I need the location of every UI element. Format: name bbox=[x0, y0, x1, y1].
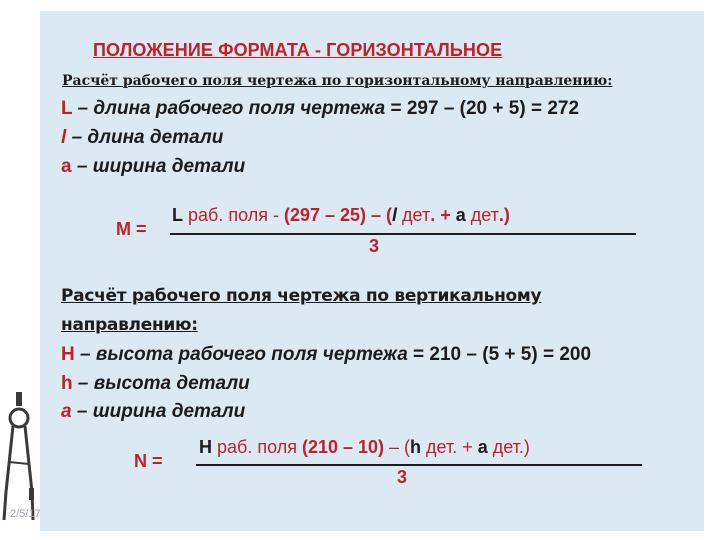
a-symbol-vertical: a bbox=[61, 401, 72, 422]
formula-N-dash: – ( bbox=[384, 437, 411, 457]
L-definition bbox=[61, 98, 579, 120]
formula-M-lhs: М = bbox=[116, 219, 147, 239]
l-description: – длина детали bbox=[71, 127, 224, 148]
h-description: – высота детали bbox=[77, 373, 250, 394]
vertical-heading-colon: : bbox=[191, 315, 198, 335]
l-definition bbox=[61, 127, 223, 149]
formula-N-numerator bbox=[199, 437, 530, 458]
formula-M-expr: (297 – 25) – ( bbox=[283, 205, 393, 225]
a-description-vertical: – ширина детали bbox=[76, 401, 246, 422]
formula-N-det2: дет.) bbox=[487, 437, 530, 457]
formula-M-close: .) bbox=[498, 205, 510, 225]
a-definition-vertical bbox=[61, 401, 245, 423]
formula-N-lhs: N = bbox=[134, 451, 163, 471]
l-symbol: l bbox=[61, 127, 67, 148]
h-definition bbox=[61, 373, 250, 395]
formula-N-h: h bbox=[410, 437, 422, 457]
L-description: – длина рабочего поля чертежа bbox=[77, 98, 386, 119]
vertical-heading-word: направлению bbox=[61, 315, 192, 335]
a-definition-horizontal bbox=[61, 156, 245, 178]
a-symbol: a bbox=[61, 156, 72, 177]
formula-N-fraction-bar bbox=[196, 464, 642, 466]
H-description: – высота рабочего поля чертежа bbox=[80, 344, 408, 365]
formula-M-plus: . + bbox=[430, 205, 456, 225]
footer-date: 2/5/17 bbox=[10, 508, 41, 520]
drawing-compass-icon bbox=[2, 392, 38, 522]
H-calculation: = 210 – (5 + 5) = 200 bbox=[407, 344, 592, 365]
L-calculation: = 297 – (20 + 5) = 272 bbox=[385, 98, 580, 119]
vertical-heading-line2 bbox=[61, 315, 198, 335]
horizontal-heading: Расчёт рабочего поля чертежа по горизонтальному направлению: bbox=[62, 73, 613, 89]
formula-M-fraction-bar bbox=[170, 233, 636, 235]
a-description: – ширина детали bbox=[76, 156, 246, 177]
H-symbol: H bbox=[61, 344, 75, 365]
formula-N-a: а bbox=[477, 437, 488, 457]
formula-N-expr: (210 – 10) bbox=[301, 437, 385, 457]
H-definition bbox=[61, 344, 591, 366]
formula-N-H: H bbox=[199, 437, 212, 457]
page-title: ПОЛОЖЕНИЕ ФОРМАТА - ГОРИЗОНТАЛЬНОЕ bbox=[93, 40, 503, 60]
formula-N-denominator: 3 bbox=[397, 467, 408, 487]
formula-M-det1: дет bbox=[397, 205, 431, 225]
formula-M-l: l bbox=[392, 205, 398, 225]
formula-M-det2: дет bbox=[465, 205, 499, 225]
formula-M-L: L bbox=[172, 205, 183, 225]
formula-N-det1: дет. + bbox=[421, 437, 478, 457]
formula-M-denominator: 3 bbox=[369, 236, 380, 256]
vertical-heading-line1: Расчёт рабочего поля чертежа по вертикальному bbox=[61, 286, 542, 306]
formula-N-rab: раб. поля bbox=[212, 437, 302, 457]
formula-M-a: а bbox=[455, 205, 466, 225]
formula-M-numerator bbox=[172, 205, 510, 226]
L-symbol: L bbox=[61, 98, 73, 119]
formula-M-rab: раб. поля - bbox=[183, 205, 284, 225]
h-symbol: h bbox=[61, 373, 73, 394]
